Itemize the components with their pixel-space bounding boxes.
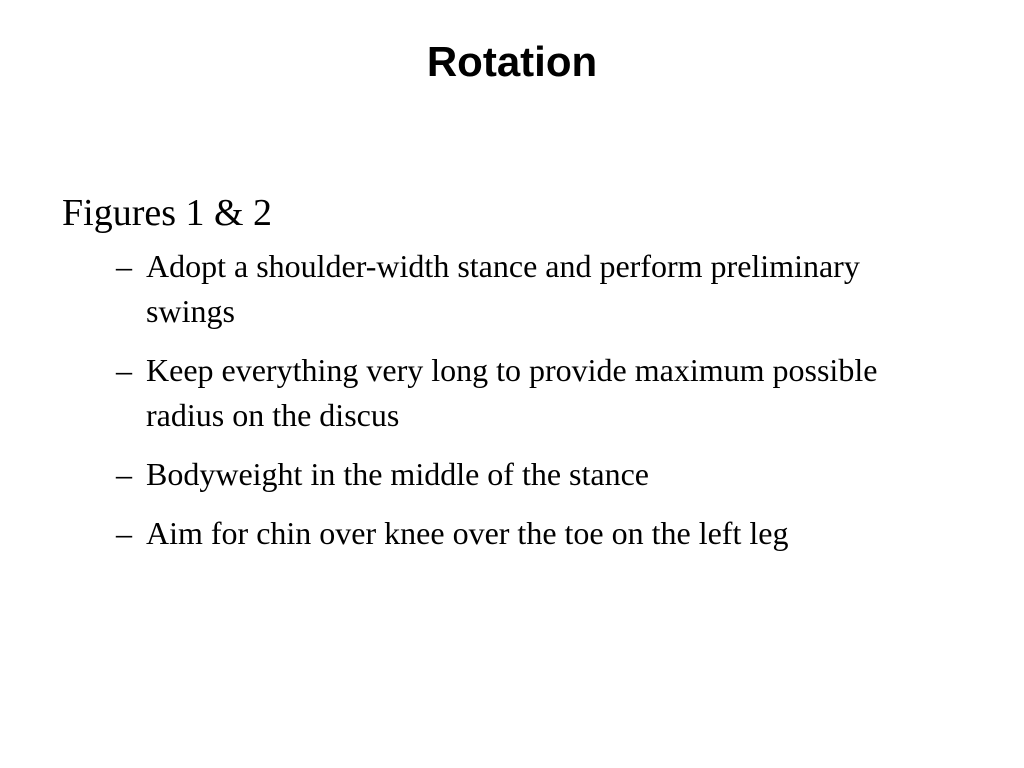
list-item	[62, 244, 946, 334]
slide-body	[62, 188, 962, 570]
list-item-text: Keep everything very long to provide maximum possible radius on the discus	[146, 352, 878, 433]
list-item	[62, 348, 946, 438]
list-item-text: Aim for chin over knee over the toe on the left leg	[146, 515, 789, 551]
list-item	[62, 452, 946, 497]
dash-bullet-icon: –	[116, 456, 132, 492]
dash-bullet-icon: –	[116, 352, 132, 388]
sub-bullet-list	[62, 244, 962, 556]
list-item-text: Adopt a shoulder-width stance and perform preliminary swings	[146, 248, 860, 329]
list-item-text: Bodyweight in the middle of the stance	[146, 456, 649, 492]
slide-title: Rotation	[426, 38, 598, 85]
dash-bullet-icon: –	[116, 248, 132, 284]
dash-bullet-icon: –	[116, 515, 132, 551]
list-item	[62, 511, 946, 556]
bullet-heading: Figures 1 & 2	[62, 192, 273, 234]
